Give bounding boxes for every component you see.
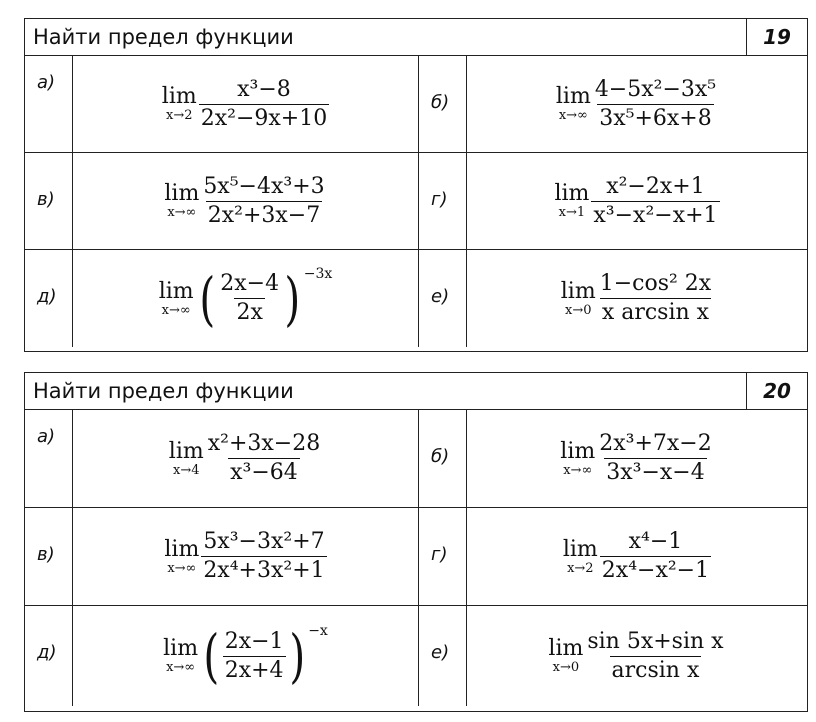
limit-expression bbox=[467, 153, 807, 249]
limit-expression bbox=[467, 410, 807, 507]
lim-subscript: x→4 bbox=[173, 462, 200, 478]
limit-expression bbox=[467, 508, 807, 605]
numerator: 4−5x²−3x⁵ bbox=[594, 76, 717, 102]
problem-label: г) bbox=[431, 544, 448, 565]
task-card-19 bbox=[24, 18, 808, 352]
lim-word: lim bbox=[548, 636, 584, 661]
exponent: −3x bbox=[303, 265, 333, 282]
numerator: 1−cos² 2x bbox=[599, 271, 712, 296]
task-number: 20 bbox=[746, 373, 807, 409]
lim-subscript: x→2 bbox=[567, 560, 594, 576]
lim-word: lim bbox=[164, 181, 200, 206]
denominator: x³−x²−x+1 bbox=[593, 202, 718, 228]
lim-subscript: x→∞ bbox=[161, 302, 191, 318]
numerator: 2x−1 bbox=[224, 628, 284, 654]
problem-label: г) bbox=[431, 189, 448, 210]
problem-label: а) bbox=[37, 426, 56, 447]
problem-label: е) bbox=[431, 642, 450, 663]
numerator: x³−8 bbox=[237, 76, 291, 102]
lim-subscript: x→0 bbox=[564, 302, 592, 318]
numerator: x²+3x−28 bbox=[207, 431, 321, 456]
limit-expression bbox=[73, 508, 418, 605]
left-paren: ( bbox=[199, 264, 215, 333]
numerator: 5x³−3x²+7 bbox=[203, 529, 325, 554]
numerator: x²−2x+1 bbox=[606, 173, 705, 199]
limit-expression bbox=[467, 250, 807, 347]
lim-subscript: x→∞ bbox=[166, 660, 196, 675]
lim-word: lim bbox=[163, 636, 199, 661]
denominator: 2x²+3x−7 bbox=[207, 202, 321, 228]
limit-expression bbox=[73, 606, 418, 706]
right-paren: ) bbox=[284, 264, 301, 333]
left-paren: ( bbox=[203, 622, 220, 690]
lim-subscript: x→∞ bbox=[167, 560, 197, 576]
task-header bbox=[25, 19, 807, 56]
numerator: 5x⁵−4x³+3 bbox=[203, 173, 325, 199]
problem-label: д) bbox=[37, 286, 57, 307]
denominator: x³−64 bbox=[230, 460, 298, 485]
limit-expression bbox=[467, 606, 807, 706]
lim-word: lim bbox=[555, 84, 591, 109]
lim-word: lim bbox=[158, 278, 194, 304]
lim-word: lim bbox=[164, 536, 200, 562]
task-header bbox=[25, 373, 807, 410]
lim-word: lim bbox=[560, 438, 596, 464]
lim-word: lim bbox=[560, 278, 596, 304]
task-title: Найти предел функции bbox=[33, 379, 294, 403]
denominator: 3x³−x−4 bbox=[606, 460, 705, 485]
problem-label: в) bbox=[37, 544, 55, 565]
lim-subscript: x→0 bbox=[552, 660, 580, 675]
lim-word: lim bbox=[554, 181, 590, 206]
lim-subscript: x→∞ bbox=[563, 462, 593, 478]
problem-label: б) bbox=[431, 446, 450, 467]
limit-expression bbox=[73, 56, 418, 152]
limit-expression bbox=[73, 250, 418, 347]
problem-label: а) bbox=[37, 72, 56, 93]
problems-grid bbox=[25, 56, 807, 351]
denominator: 2x²−9x+10 bbox=[200, 105, 328, 131]
limit-expression bbox=[73, 153, 418, 249]
lim-word: lim bbox=[562, 536, 598, 562]
denominator: x arcsin x bbox=[601, 300, 710, 325]
numerator: x⁴−1 bbox=[628, 529, 683, 554]
problems-grid bbox=[25, 410, 807, 711]
lim-subscript: x→∞ bbox=[558, 108, 588, 123]
lim-word: lim bbox=[168, 438, 204, 464]
problem-label: в) bbox=[37, 189, 55, 210]
problem-label: е) bbox=[431, 286, 450, 307]
problem-label: д) bbox=[37, 642, 57, 663]
numerator: sin 5x+sin x bbox=[587, 628, 724, 654]
numerator: 2x³+7x−2 bbox=[599, 431, 712, 456]
lim-word: lim bbox=[161, 84, 197, 109]
denominator: 2x⁴−x²−1 bbox=[601, 558, 710, 583]
denominator: 2x⁴+3x²+1 bbox=[203, 558, 325, 583]
task-card-20 bbox=[24, 372, 808, 712]
right-paren: ) bbox=[288, 622, 305, 690]
denominator: arcsin x bbox=[611, 657, 700, 683]
lim-subscript: x→∞ bbox=[167, 205, 197, 220]
exponent: −x bbox=[308, 623, 328, 639]
denominator: 2x+4 bbox=[224, 657, 284, 683]
problem-label: б) bbox=[431, 92, 450, 113]
task-number: 19 bbox=[746, 19, 807, 55]
lim-subscript: x→1 bbox=[558, 205, 586, 220]
numerator: 2x−4 bbox=[220, 271, 280, 296]
limit-expression bbox=[467, 56, 807, 152]
lim-subscript: x→2 bbox=[166, 108, 193, 123]
denominator: 2x bbox=[236, 300, 263, 325]
limit-expression bbox=[73, 410, 418, 507]
task-title: Найти предел функции bbox=[33, 25, 294, 49]
denominator: 3x⁵+6x+8 bbox=[599, 105, 712, 131]
